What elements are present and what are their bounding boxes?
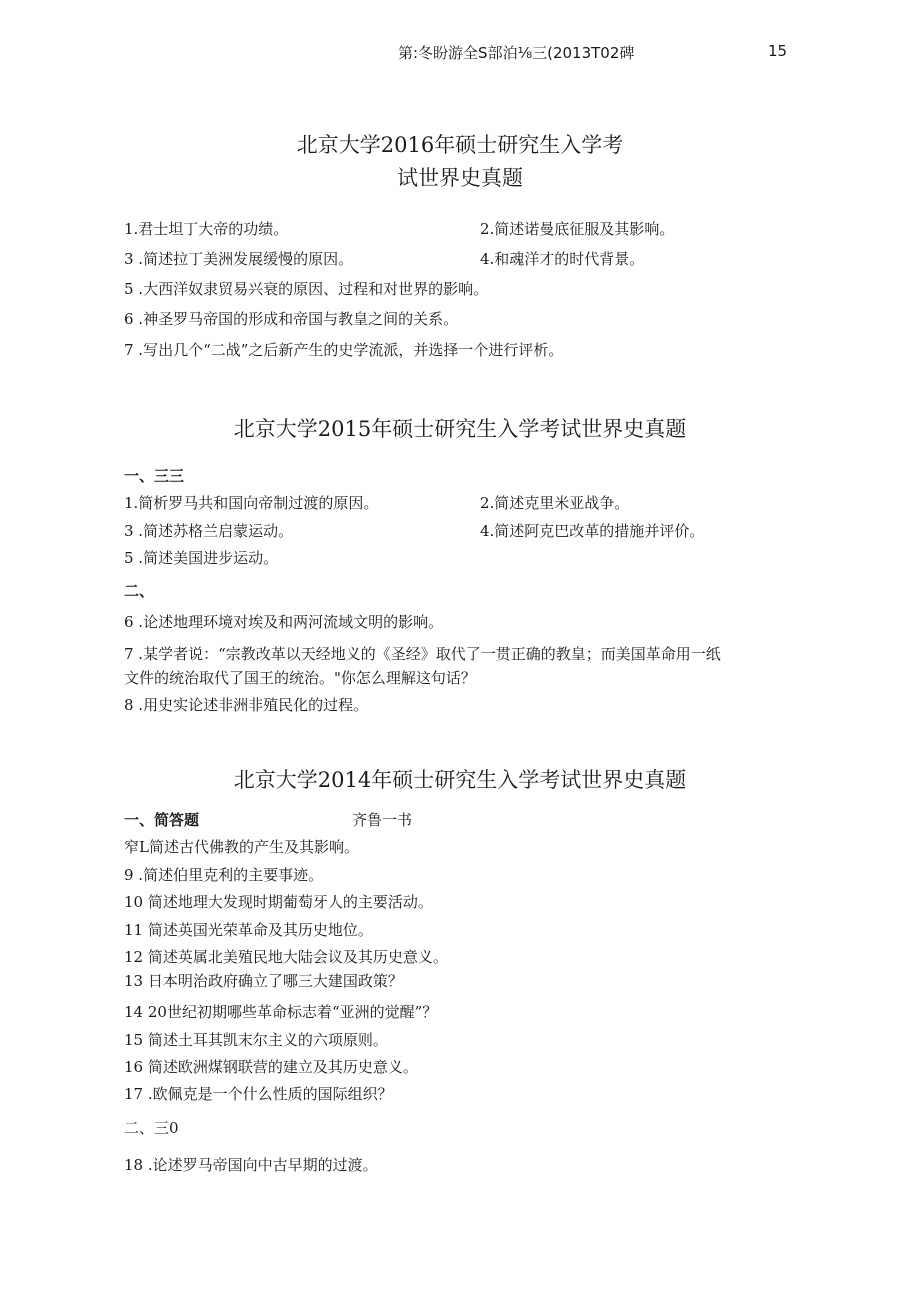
question-2016-3: 3 .简述拉丁美洲发展缓慢的原因。	[124, 250, 354, 268]
title-2016-line2: 试世界史真题	[397, 166, 523, 190]
question-2014-18: 18 .论述罗马帝国向中古早期的过渡。	[124, 1156, 378, 1174]
question-2016-5: 5 .大西洋奴隶贸易兴衰的原因、过程和对世界的影响。	[124, 280, 489, 298]
question-2016-7: 7 .写出几个“二战”之后新产生的史学流派，并选择一个进行评析。	[124, 341, 564, 359]
question-2014-9: 9 .简述伯里克利的主要事迹。	[124, 866, 324, 884]
page-number: 15	[768, 42, 788, 60]
question-2014-15: 15 简述土耳其凯末尔主义的六项原则。	[124, 1031, 388, 1049]
title-2016-line1: 北京大学2016年硕士研究生入学考	[296, 133, 624, 157]
question-2014-13: 13 日本明治政府确立了哪三大建国政策？	[124, 972, 403, 990]
question-2015-1: 1.简析罗马共和国向帝制过渡的原因。	[124, 494, 379, 512]
question-2015-6: 6 .论述地理环境对埃及和两河流域文明的影响。	[124, 613, 444, 631]
part-heading-2015-2: 二、	[124, 582, 155, 600]
running-header: 第:冬盼游全S部泊⅛三(2013T02碑	[398, 44, 635, 62]
question-2014-8: 窄L简述古代佛教的产生及其影响。	[124, 838, 359, 856]
question-2015-8: 8 .用史实论述非洲非殖民化的过程。	[124, 696, 369, 714]
question-2016-6: 6 .神圣罗马帝国的形成和帝国与教皇之间的关系。	[124, 310, 459, 328]
watermark-text: 齐鲁一书	[352, 811, 413, 829]
title-2014: 北京大学2014年硕士研究生入学考试世界史真题	[233, 768, 687, 792]
question-2015-5: 5 .简述美国进步运动。	[124, 549, 279, 567]
question-2015-7-line1: 7 .某学者说：“宗教改革以天经地义的《圣经》取代了一贯正确的教皇；而美国革命用一纸	[124, 645, 721, 663]
question-2016-1: 1.君士坦丁大帝的功绩。	[124, 220, 289, 238]
question-2014-11: 11 简述英国光荣革命及其历史地位。	[124, 921, 373, 939]
title-2015: 北京大学2015年硕士研究生入学考试世界史真题	[233, 417, 687, 441]
question-2015-4: 4.简述阿克巴改革的措施并评价。	[480, 522, 705, 540]
part-heading-2015-1: 一、三三	[124, 467, 185, 485]
question-2014-12: 12 简述英属北美殖民地大陆会议及其历史意义。	[124, 948, 448, 966]
question-2015-2: 2.简述克里米亚战争。	[480, 494, 630, 512]
question-2015-7-line2: 文件的统治取代了国王的统治。"你怎么理解这句话？	[124, 669, 476, 687]
question-2016-4: 4.和魂洋才的时代背景。	[480, 250, 645, 268]
question-2014-10: 10 简述地理大发现时期葡萄牙人的主要活动。	[124, 893, 433, 911]
question-2014-16: 16 简述欧洲煤钢联营的建立及其历史意义。	[124, 1058, 418, 1076]
question-2016-2: 2.简述诺曼底征服及其影响。	[480, 220, 675, 238]
part-heading-2014-1: 一、简答题	[124, 811, 200, 829]
question-2014-17: 17 .欧佩克是一个什么性质的国际组织？	[124, 1085, 393, 1103]
question-2014-14: 14 20世纪初期哪些革命标志着“亚洲的觉醒”？	[124, 1003, 438, 1021]
question-2015-3: 3 .简述苏格兰启蒙运动。	[124, 522, 294, 540]
part-heading-2014-2: 二、三0	[124, 1119, 179, 1137]
